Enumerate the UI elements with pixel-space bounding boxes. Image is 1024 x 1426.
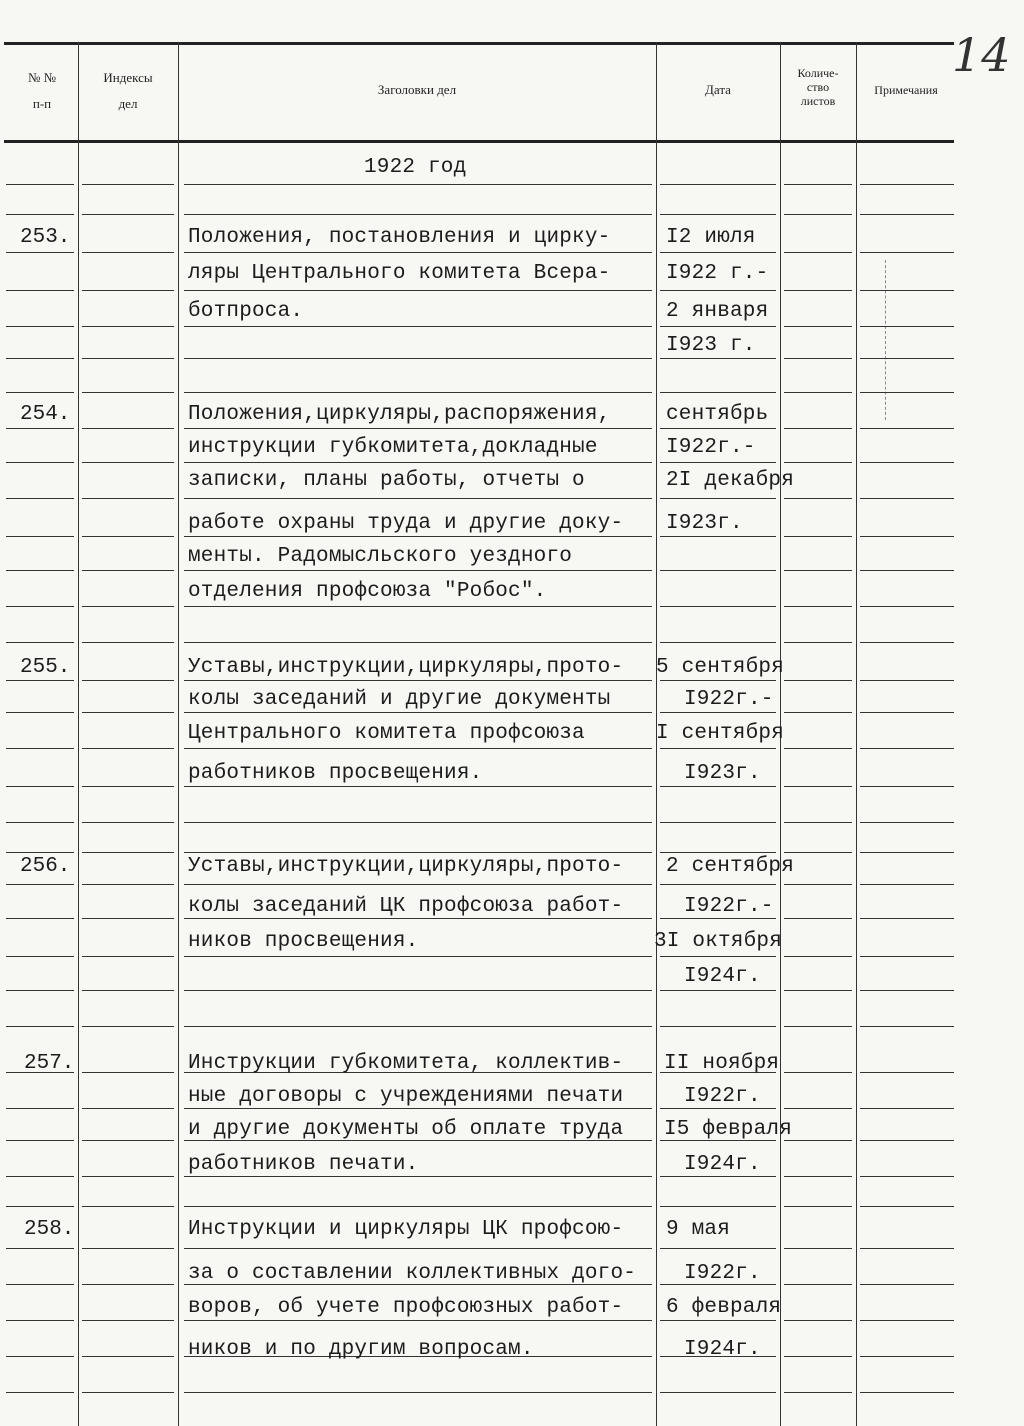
ruled-line	[184, 358, 652, 359]
ruled-line	[82, 214, 174, 215]
record-number: 254.	[20, 403, 71, 426]
ruled-line	[6, 786, 74, 787]
record-title-line: ников и по другим вопросам.	[188, 1338, 534, 1361]
ruled-line	[784, 1140, 852, 1141]
ruled-line	[82, 748, 174, 749]
ruled-line	[184, 536, 652, 537]
ruled-line	[184, 214, 652, 215]
record-date-line: I922 г.-	[666, 262, 769, 285]
ruled-line	[784, 392, 852, 393]
record-title-line: работников просвещения.	[188, 762, 483, 785]
ruled-line	[660, 570, 776, 571]
ruled-line	[660, 1026, 776, 1027]
ruled-line	[860, 1072, 954, 1073]
ruled-line	[184, 680, 652, 681]
ruled-line	[784, 884, 852, 885]
ruled-line	[82, 570, 174, 571]
ruled-line	[660, 1206, 776, 1207]
record-date-line: I922г.-	[684, 688, 774, 711]
record-number: 257.	[24, 1052, 75, 1075]
record-date-line: I2 июля	[666, 226, 756, 249]
ruled-line	[82, 1320, 174, 1321]
ruled-line	[184, 1392, 652, 1393]
ruled-line	[6, 606, 74, 607]
ruled-line	[784, 990, 852, 991]
ruled-line	[184, 570, 652, 571]
ruled-line	[184, 606, 652, 607]
ruled-line	[660, 1248, 776, 1249]
record-title-line: ные договоры с учреждениями печати	[188, 1085, 624, 1108]
header-bottom-border	[4, 140, 954, 143]
ruled-line	[6, 680, 74, 681]
ruled-line	[860, 822, 954, 823]
ruled-line	[82, 852, 174, 853]
ruled-line	[660, 1320, 776, 1321]
ruled-line	[6, 290, 74, 291]
ruled-line	[82, 918, 174, 919]
record-title-line: отделения профсоюза "Робос".	[188, 580, 547, 603]
ruled-line	[784, 1026, 852, 1027]
ruled-line	[660, 642, 776, 643]
ruled-line	[6, 1176, 74, 1177]
ruled-line	[660, 252, 776, 253]
record-title-line: Инструкции и циркуляры ЦК профсою-	[188, 1218, 624, 1241]
record-title-line: и другие документы об оплате труда	[188, 1118, 624, 1141]
ruled-line	[660, 822, 776, 823]
ruled-line	[784, 1284, 852, 1285]
ruled-line	[784, 252, 852, 253]
header-title-column: Заголовки дел	[377, 82, 457, 97]
notes-margin-marks	[885, 260, 886, 420]
record-date-line: I924г.	[684, 1338, 761, 1361]
record-title-line: инструкции губкомитета,докладные	[188, 436, 598, 459]
ruled-line	[860, 1320, 954, 1321]
ruled-line	[184, 1206, 652, 1207]
ruled-line	[784, 918, 852, 919]
ruled-line	[784, 1248, 852, 1249]
ruled-line	[184, 822, 652, 823]
ruled-line	[82, 1248, 174, 1249]
ruled-line	[860, 1392, 954, 1393]
ruled-line	[860, 462, 954, 463]
ruled-line	[860, 1248, 954, 1249]
ruled-line	[660, 956, 776, 957]
ruled-line	[784, 214, 852, 215]
ruled-line	[784, 570, 852, 571]
ruled-line	[6, 214, 74, 215]
ruled-line	[784, 680, 852, 681]
record-date-line: I5 февраля	[664, 1118, 793, 1141]
ruled-line	[82, 1356, 174, 1357]
column-divider-notes	[856, 42, 857, 1426]
ruled-line	[860, 748, 954, 749]
ruled-line	[82, 680, 174, 681]
record-title-line: ботпроса.	[188, 300, 304, 323]
ruled-line	[784, 642, 852, 643]
ruled-line	[784, 606, 852, 607]
header-notes-column: Примечания	[874, 83, 938, 97]
ruled-line	[184, 884, 652, 885]
ruled-line	[6, 712, 74, 713]
ruled-line	[860, 214, 954, 215]
record-number: 253.	[20, 226, 71, 249]
record-date-line: 6 февраля	[666, 1296, 782, 1319]
record-date-line: 5 сентября	[656, 656, 785, 679]
ruled-line	[82, 252, 174, 253]
ruled-line	[6, 852, 74, 853]
header-index-column: Индексы дел	[103, 70, 153, 111]
ruled-line	[6, 1356, 74, 1357]
record-date-line: I923г.	[666, 512, 743, 535]
ruled-line	[82, 712, 174, 713]
record-date-line: I922г.	[684, 1085, 761, 1108]
record-date-line: I922г.	[684, 1262, 761, 1285]
header-number-column: № № п-п	[27, 70, 57, 111]
ruled-line	[82, 1140, 174, 1141]
record-date-line: I сентября	[656, 722, 785, 745]
ruled-line	[82, 184, 174, 185]
ruled-line	[82, 290, 174, 291]
page-number: 14	[952, 28, 1011, 82]
ruled-line	[660, 786, 776, 787]
ruled-line	[184, 184, 652, 185]
ruled-line	[184, 786, 652, 787]
ruled-line	[784, 712, 852, 713]
ruled-line	[660, 712, 776, 713]
ruled-line	[184, 1248, 652, 1249]
ruled-line	[82, 428, 174, 429]
ruled-line	[6, 1140, 74, 1141]
ruled-line	[6, 956, 74, 957]
ruled-line	[860, 918, 954, 919]
ruled-line	[784, 1320, 852, 1321]
ruled-line	[82, 990, 174, 991]
ruled-line	[6, 822, 74, 823]
ruled-line	[6, 1248, 74, 1249]
ruled-line	[184, 642, 652, 643]
ruled-line	[784, 358, 852, 359]
record-title-line: ников просвещения.	[188, 930, 419, 953]
ruled-line	[184, 462, 652, 463]
ruled-line	[784, 462, 852, 463]
ruled-line	[660, 680, 776, 681]
header-date-column: Дата	[705, 82, 731, 97]
ruled-line	[660, 884, 776, 885]
record-title-line: работников печати.	[188, 1153, 419, 1176]
record-title-line: Уставы,инструкции,циркуляры,прото-	[188, 656, 624, 679]
ruled-line	[82, 606, 174, 607]
ruled-line	[860, 570, 954, 571]
ruled-line	[6, 498, 74, 499]
ruled-line	[784, 822, 852, 823]
ruled-line	[860, 536, 954, 537]
ruled-line	[82, 884, 174, 885]
ruled-line	[6, 1284, 74, 1285]
ruled-line	[784, 290, 852, 291]
ruled-line	[82, 462, 174, 463]
ruled-line	[6, 1026, 74, 1027]
ruled-line	[82, 956, 174, 957]
ruled-line	[660, 290, 776, 291]
ruled-line	[860, 428, 954, 429]
ruled-line	[660, 748, 776, 749]
record-date-line: I922г.-	[666, 436, 756, 459]
ruled-line	[784, 1206, 852, 1207]
ruled-line	[784, 428, 852, 429]
ruled-line	[860, 852, 954, 853]
ruled-line	[860, 1026, 954, 1027]
ruled-line	[184, 252, 652, 253]
ruled-line	[660, 326, 776, 327]
ruled-line	[860, 884, 954, 885]
ruled-line	[784, 326, 852, 327]
ruled-line	[82, 1284, 174, 1285]
ruled-line	[82, 536, 174, 537]
ruled-line	[184, 712, 652, 713]
record-title-line: Положения, постановления и цирку-	[188, 226, 611, 249]
ruled-line	[860, 1284, 954, 1285]
ruled-line	[660, 536, 776, 537]
ruled-line	[6, 428, 74, 429]
ruled-line	[184, 1026, 652, 1027]
ruled-line	[6, 918, 74, 919]
record-date-line: I923г.	[684, 762, 761, 785]
record-title-line: работе охраны труда и другие доку-	[188, 512, 624, 535]
ruled-line	[860, 712, 954, 713]
ruled-line	[860, 606, 954, 607]
record-title-line: колы заседаний и другие документы	[188, 688, 611, 711]
record-title-line: записки, планы работы, отчеты о	[188, 469, 585, 492]
ruled-line	[860, 786, 954, 787]
year-heading: 1922 год	[364, 156, 467, 179]
record-title-line: ляры Центрального комитета Всера-	[188, 262, 611, 285]
record-title-line: Уставы,инструкции,циркуляры,прото-	[188, 855, 624, 878]
ruled-line	[82, 822, 174, 823]
ruled-line	[860, 326, 954, 327]
ruled-line	[860, 392, 954, 393]
ruled-line	[660, 358, 776, 359]
ruled-line	[784, 1392, 852, 1393]
ruled-line	[860, 990, 954, 991]
ruled-line	[860, 1206, 954, 1207]
ruled-line	[82, 1206, 174, 1207]
record-date-line: сентябрь	[666, 403, 769, 426]
ruled-line	[184, 428, 652, 429]
record-title-line: Центрального комитета профсоюза	[188, 722, 585, 745]
ruled-line	[6, 990, 74, 991]
ruled-line	[784, 1176, 852, 1177]
ruled-line	[860, 642, 954, 643]
ruled-line	[6, 884, 74, 885]
ruled-line	[82, 642, 174, 643]
ruled-line	[184, 290, 652, 291]
ruled-line	[660, 1392, 776, 1393]
ruled-line	[6, 252, 74, 253]
column-divider-title	[178, 42, 179, 1426]
ruled-line	[82, 1108, 174, 1109]
record-date-line: 3I октября	[654, 930, 783, 953]
ruled-line	[860, 1356, 954, 1357]
ruled-line	[6, 392, 74, 393]
ruled-line	[660, 990, 776, 991]
ruled-line	[184, 498, 652, 499]
ruled-line	[6, 570, 74, 571]
column-divider-index	[78, 42, 79, 1426]
ruled-line	[784, 1108, 852, 1109]
ruled-line	[660, 606, 776, 607]
ruled-line	[184, 990, 652, 991]
ruled-line	[82, 326, 174, 327]
record-number: 255.	[20, 656, 71, 679]
ruled-line	[660, 184, 776, 185]
ruled-line	[6, 536, 74, 537]
ruled-line	[184, 852, 652, 853]
ruled-line	[784, 536, 852, 537]
record-title-line: воров, об учете профсоюзных работ-	[188, 1296, 624, 1319]
ruled-line	[784, 956, 852, 957]
ruled-line	[184, 326, 652, 327]
ruled-line	[184, 748, 652, 749]
record-number: 256.	[20, 855, 71, 878]
ruled-line	[6, 1206, 74, 1207]
ruled-line	[6, 358, 74, 359]
ruled-line	[6, 642, 74, 643]
ruled-line	[6, 1320, 74, 1321]
ruled-line	[860, 1176, 954, 1177]
ruled-line	[784, 748, 852, 749]
record-date-line: I922г.-	[684, 895, 774, 918]
ruled-line	[6, 748, 74, 749]
ruled-line	[660, 462, 776, 463]
ruled-line	[6, 184, 74, 185]
ruled-line	[860, 358, 954, 359]
ruled-line	[860, 252, 954, 253]
record-date-line: I924г.	[684, 965, 761, 988]
ruled-line	[82, 1392, 174, 1393]
record-date-line: 2 января	[666, 300, 769, 323]
ruled-line	[860, 290, 954, 291]
record-date-line: I924г.	[684, 1153, 761, 1176]
ruled-line	[82, 498, 174, 499]
record-title-line: Положения,циркуляры,распоряжения,	[188, 403, 611, 426]
ruled-line	[860, 184, 954, 185]
ruled-line	[860, 498, 954, 499]
record-date-line: 9 мая	[666, 1218, 731, 1241]
record-title-line: Инструкции губкомитета, коллектив-	[188, 1052, 624, 1075]
record-date-line: I923 г.	[666, 334, 756, 357]
ruled-line	[660, 852, 776, 853]
ruled-line	[860, 680, 954, 681]
ruled-line	[82, 786, 174, 787]
record-number: 258.	[24, 1218, 75, 1241]
ruled-line	[660, 428, 776, 429]
record-date-line: 2I декабря	[666, 469, 795, 492]
record-title-line: колы заседаний ЦК профсоюза работ-	[188, 895, 624, 918]
header-top-border	[4, 42, 954, 45]
ruled-line	[6, 462, 74, 463]
ruled-line	[860, 1108, 954, 1109]
record-date-line: 2 сентября	[666, 855, 795, 878]
ruled-line	[784, 184, 852, 185]
ruled-line	[784, 1072, 852, 1073]
record-title-line: за о составлении коллективных дого-	[188, 1262, 637, 1285]
ruled-line	[784, 1356, 852, 1357]
ruled-line	[784, 852, 852, 853]
ruled-line	[82, 1026, 174, 1027]
ruled-line	[660, 214, 776, 215]
ruled-line	[6, 326, 74, 327]
ruled-line	[660, 498, 776, 499]
ruled-line	[82, 392, 174, 393]
ruled-line	[6, 1108, 74, 1109]
ruled-line	[860, 956, 954, 957]
header-count-column: Количе- ство листов	[797, 66, 839, 108]
ruled-line	[184, 956, 652, 957]
ruled-line	[82, 1072, 174, 1073]
ruled-line	[6, 1392, 74, 1393]
ruled-line	[184, 1320, 652, 1321]
ruled-line	[82, 358, 174, 359]
ruled-line	[860, 1140, 954, 1141]
ruled-line	[82, 1176, 174, 1177]
record-date-line: II ноября	[664, 1052, 780, 1075]
ruled-line	[184, 392, 652, 393]
ruled-line	[784, 498, 852, 499]
record-title-line: менты. Радомысльского уездного	[188, 545, 573, 568]
ruled-line	[784, 786, 852, 787]
ruled-line	[660, 392, 776, 393]
